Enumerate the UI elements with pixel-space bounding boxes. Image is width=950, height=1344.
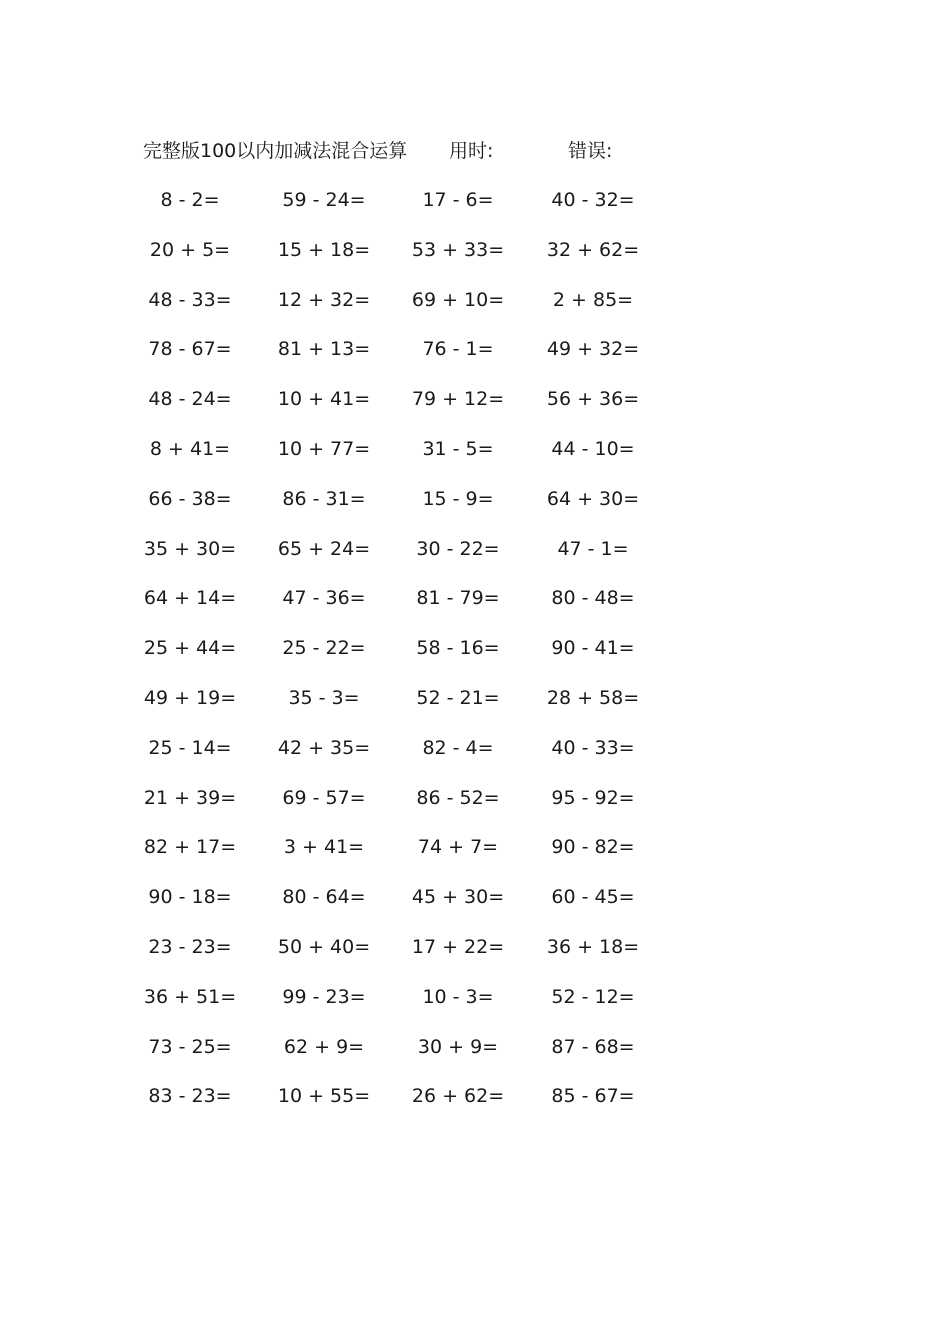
problem-item: 47 - 1= [557, 537, 629, 560]
problem-item: 86 - 31= [282, 487, 366, 510]
problem-row [0, 534, 950, 584]
problem-item: 90 - 41= [551, 637, 635, 660]
problem-item: 36 + 51= [143, 985, 237, 1008]
problem-item: 50 + 40= [277, 935, 371, 958]
problem-row [0, 932, 950, 982]
problem-item: 10 - 3= [422, 985, 494, 1008]
problem-item: 3 + 41= [283, 836, 365, 859]
problem-item: 99 - 23= [282, 985, 366, 1008]
problem-item: 32 + 62= [546, 238, 640, 261]
problem-item: 86 - 52= [416, 786, 500, 809]
problem-item: 23 - 23= [148, 935, 232, 958]
problem-row [0, 982, 950, 1032]
problem-item: 12 + 32= [277, 288, 371, 311]
problem-item: 82 - 4= [422, 736, 494, 759]
problem-item: 36 + 18= [546, 935, 640, 958]
problem-item: 20 + 5= [149, 238, 231, 261]
problem-item: 47 - 36= [282, 587, 366, 610]
problem-row [0, 185, 950, 235]
problem-item: 25 - 22= [282, 637, 366, 660]
problem-row [0, 733, 950, 783]
problem-row [0, 583, 950, 633]
problem-item: 49 + 32= [546, 338, 640, 361]
problem-grid [0, 185, 950, 1131]
problem-item: 58 - 16= [416, 637, 500, 660]
problem-item: 73 - 25= [148, 1035, 232, 1058]
problem-row [0, 1032, 950, 1082]
problem-item: 78 - 67= [148, 338, 232, 361]
problem-item: 17 + 22= [411, 935, 505, 958]
problem-item: 90 - 18= [148, 886, 232, 909]
problem-item: 81 - 79= [416, 587, 500, 610]
problem-item: 21 + 39= [143, 786, 237, 809]
problem-item: 76 - 1= [422, 338, 494, 361]
problem-item: 80 - 64= [282, 886, 366, 909]
problem-item: 60 - 45= [551, 886, 635, 909]
problem-item: 28 + 58= [546, 686, 640, 709]
problem-item: 80 - 48= [551, 587, 635, 610]
problem-row [0, 882, 950, 932]
problem-item: 35 + 30= [143, 537, 237, 560]
problem-item: 90 - 82= [551, 836, 635, 859]
problem-row [0, 832, 950, 882]
problem-item: 48 - 24= [148, 388, 232, 411]
error-count-label: 错误: [568, 140, 613, 162]
problem-item: 40 - 32= [551, 189, 635, 211]
problem-item: 69 - 57= [282, 786, 366, 809]
problem-row [0, 434, 950, 484]
problem-item: 31 - 5= [422, 437, 494, 460]
problem-item: 74 + 7= [417, 836, 499, 859]
problem-item: 53 + 33= [411, 238, 505, 261]
problem-item: 64 + 30= [546, 487, 640, 510]
problem-item: 85 - 67= [551, 1085, 635, 1108]
problem-item: 30 + 9= [417, 1035, 499, 1058]
worksheet-title: 完整版100以内加减法混合运算 [143, 140, 408, 162]
problem-item: 10 + 41= [277, 388, 371, 411]
problem-item: 26 + 62= [411, 1085, 505, 1108]
problem-row [0, 285, 950, 335]
time-used-label: 用时: [449, 140, 494, 162]
problem-item: 81 + 13= [277, 338, 371, 361]
problem-item: 82 + 17= [143, 836, 237, 859]
problem-item: 66 - 38= [148, 487, 232, 510]
problem-item: 15 + 18= [277, 238, 371, 261]
problem-item: 59 - 24= [282, 189, 366, 211]
problem-item: 45 + 30= [411, 886, 505, 909]
problem-row [0, 334, 950, 384]
problem-item: 15 - 9= [422, 487, 494, 510]
problem-item: 10 + 77= [277, 437, 371, 460]
problem-row [0, 783, 950, 833]
problem-item: 69 + 10= [411, 288, 505, 311]
problem-item: 83 - 23= [148, 1085, 232, 1108]
problem-item: 35 - 3= [288, 686, 360, 709]
problem-item: 17 - 6= [422, 189, 494, 211]
problem-item: 42 + 35= [277, 736, 371, 759]
problem-item: 49 + 19= [143, 686, 237, 709]
problem-item: 48 - 33= [148, 288, 232, 311]
problem-item: 62 + 9= [283, 1035, 365, 1058]
problem-row [0, 1081, 950, 1131]
problem-item: 56 + 36= [546, 388, 640, 411]
worksheet-header [0, 137, 950, 165]
problem-item: 87 - 68= [551, 1035, 635, 1058]
problem-item: 8 - 2= [160, 189, 220, 211]
problem-row [0, 633, 950, 683]
problem-row [0, 384, 950, 434]
problem-item: 8 + 41= [149, 437, 231, 460]
problem-row [0, 235, 950, 285]
problem-item: 95 - 92= [551, 786, 635, 809]
problem-row [0, 683, 950, 733]
problem-item: 25 - 14= [148, 736, 232, 759]
problem-item: 79 + 12= [411, 388, 505, 411]
problem-item: 30 - 22= [416, 537, 500, 560]
problem-item: 2 + 85= [552, 288, 634, 311]
problem-item: 52 - 12= [551, 985, 635, 1008]
problem-item: 44 - 10= [551, 437, 635, 460]
problem-item: 10 + 55= [277, 1085, 371, 1108]
problem-item: 64 + 14= [143, 587, 237, 610]
problem-item: 40 - 33= [551, 736, 635, 759]
problem-row [0, 484, 950, 534]
problem-item: 65 + 24= [277, 537, 371, 560]
problem-item: 52 - 21= [416, 686, 500, 709]
problem-item: 25 + 44= [143, 637, 237, 660]
